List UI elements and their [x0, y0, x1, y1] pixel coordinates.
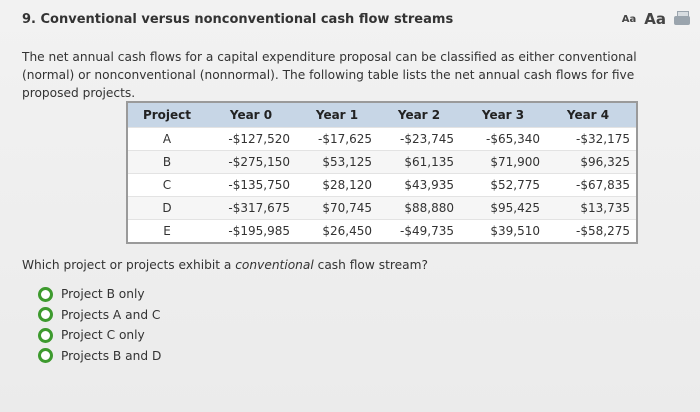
option-project-c-only[interactable] [38, 325, 161, 346]
option-label: Projects A and C [61, 307, 161, 322]
table-header-row [128, 103, 636, 128]
table-cell: $95,425 [460, 197, 546, 220]
header-project: Project [128, 103, 206, 128]
option-project-b-only[interactable] [38, 284, 161, 305]
cash-flow-table [128, 103, 636, 242]
option-projects-b-and-d[interactable] [38, 346, 161, 367]
option-projects-a-and-c[interactable] [38, 305, 161, 326]
print-icon-body [674, 16, 690, 25]
header-year-3: Year 3 [460, 103, 546, 128]
decrease-font-button[interactable]: Aa [621, 13, 637, 25]
question-suffix: cash flow stream? [313, 258, 428, 272]
table-cell: $39,510 [460, 220, 546, 243]
question-text [22, 258, 428, 272]
header-year-1: Year 1 [296, 103, 378, 128]
option-label: Projects B and D [61, 348, 162, 363]
option-label: Project C only [61, 328, 145, 343]
table-cell: -$23,745 [378, 128, 460, 151]
table-row [128, 220, 636, 243]
radio-button[interactable] [38, 307, 53, 322]
table-cell: -$275,150 [206, 151, 296, 174]
table-cell: $43,935 [378, 174, 460, 197]
table-cell: -$195,985 [206, 220, 296, 243]
table-cell: $52,775 [460, 174, 546, 197]
table-cell: $70,745 [296, 197, 378, 220]
table-cell: $53,125 [296, 151, 378, 174]
header-year-4: Year 4 [546, 103, 636, 128]
radio-button[interactable] [38, 328, 53, 343]
table-cell: $61,135 [378, 151, 460, 174]
radio-button[interactable] [38, 287, 53, 302]
table-cell: $71,900 [460, 151, 546, 174]
table-cell: $96,325 [546, 151, 636, 174]
table-cell: -$65,340 [460, 128, 546, 151]
table-cell: -$17,625 [296, 128, 378, 151]
table-cell: -$135,750 [206, 174, 296, 197]
table-cell: -$32,175 [546, 128, 636, 151]
question-emphasis: conventional [235, 258, 314, 272]
table-cell: $13,735 [546, 197, 636, 220]
table-cell: -$127,520 [206, 128, 296, 151]
table-row [128, 197, 636, 220]
cash-flow-table-frame [126, 101, 638, 244]
intro-paragraph: The net annual cash flows for a capital expenditure proposal can be classified as either conventional (normal) or nonconventional (nonnormal). The following table lists the net annual cash flows for five proposed projects. [22, 50, 637, 100]
print-icon[interactable] [674, 11, 690, 27]
table-cell: B [128, 151, 206, 174]
table-cell: $28,120 [296, 174, 378, 197]
table-cell: -$58,275 [546, 220, 636, 243]
option-label: Project B only [61, 287, 145, 302]
question-prefix: Which project or projects exhibit a [22, 258, 236, 272]
answer-options [38, 284, 161, 366]
table-row [128, 151, 636, 174]
table-cell: A [128, 128, 206, 151]
table-cell: $88,880 [378, 197, 460, 220]
font-size-tools [622, 10, 690, 28]
table-cell: -$317,675 [206, 197, 296, 220]
table-row [128, 128, 636, 151]
table-row [128, 174, 636, 197]
table-cell: $26,450 [296, 220, 378, 243]
table-cell: -$67,835 [546, 174, 636, 197]
table-cell: D [128, 197, 206, 220]
header-year-2: Year 2 [378, 103, 460, 128]
table-cell: E [128, 220, 206, 243]
question-title: 9. Conventional versus nonconventional cash flow streams [22, 12, 454, 27]
table-cell: -$49,735 [378, 220, 460, 243]
header-year-0: Year 0 [206, 103, 296, 128]
table-cell: C [128, 174, 206, 197]
radio-button[interactable] [38, 348, 53, 363]
increase-font-button[interactable]: Aa [644, 10, 666, 28]
